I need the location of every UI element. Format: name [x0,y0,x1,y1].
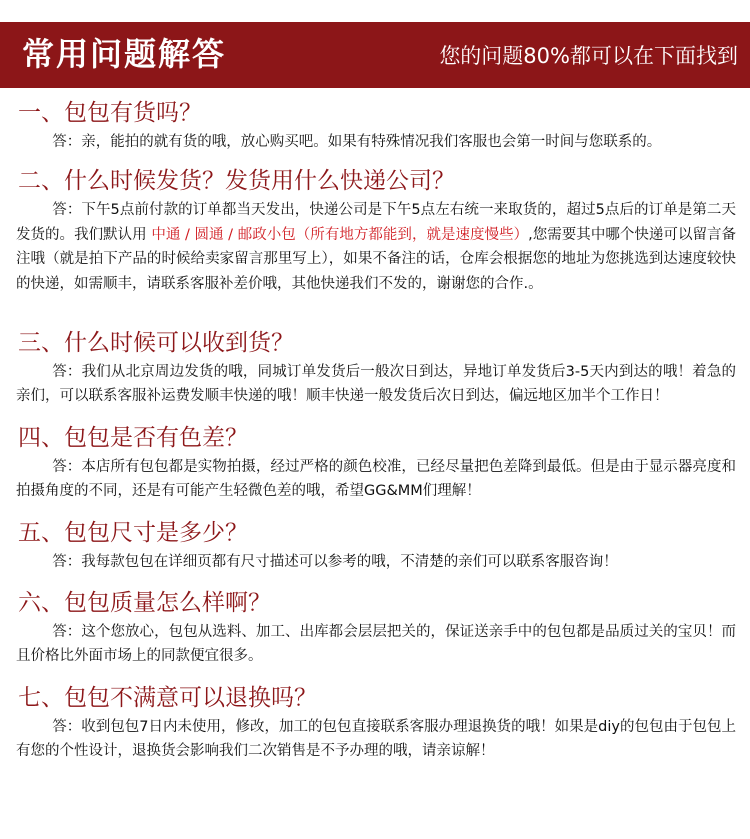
faq-answer [16,198,736,296]
faq-answer: 答：收到包包7日内未使用，修改，加工的包包直接联系客服办理退换货的哦！如果是diy的包包由于包包上有您的个性设计，退换货会影响我们二次销售是不予办理的哦，请亲谅解！ [16,718,736,760]
faq-item-5 [0,516,750,574]
header-subtitle: 您的问题80%都可以在下面找到 [439,44,738,68]
faq-question: 六、包包质量怎么样啊？ [18,590,271,617]
faq-answer: 答：本店所有包包都是实物拍摄，经过严格的颜色校准，已经尽量把色差降到最低。但是由于显示器亮度和拍摄角度的不同，还是有可能产生轻微色差的哦，希望GG&MM们理解！ [16,458,736,500]
faq-question: 四、包包是否有色差？ [18,424,248,451]
faq-item-7 [0,681,750,764]
faq-item-3 [0,326,750,409]
faq-item-4 [0,421,750,504]
faq-question: 三、什么时候可以收到货？ [18,330,294,357]
faq-answer: 答：我们从北京周边发货的哦，同城订单发货后一般次日到达，异地订单发货后3-5天内到达的哦！着急的亲们，可以联系客服补运费发顺丰快递的哦！顺丰快递一般发货后次日到达，偏远地区加半个工作日！ [16,364,736,405]
courier-highlight: 中通 / 圆通 / 邮政小包（所有地方都能到，就是速度慢些） [151,226,529,243]
faq-question: 七、包包不满意可以退换吗？ [18,684,317,711]
faq-item-2 [0,164,750,296]
faq-list [0,96,750,764]
faq-header-banner [0,22,750,88]
faq-item-6 [0,586,750,669]
faq-item-1 [0,96,750,154]
answer-text: 答：下午5点前付款的订单都当天发出，快递公司是下午5点左右统一来取货的，超过5点后的订单是第二天发货的。我们默认用 [16,202,736,243]
faq-question: 五、包包尺寸是多少？ [18,519,248,546]
faq-question: 二、什么时候发货？发货用什么快递公司？ [18,168,455,195]
header-title: 常用问题解答 [22,35,227,73]
faq-question: 一、包包有货吗？ [18,100,202,126]
answer-text: ,您需要其中哪个快递可以留言备注哦（就是拍下产品的时候给卖家留言那里写上），如果不备注的话，仓库会根据您的地址为您挑选到达速度较快的快递，如需顺丰，请联系客服补差价哦，其他快递我们不发的，谢谢您的合作.。 [16,226,737,292]
faq-answer: 答：亲，能拍的就有货的哦，放心购买吧。如果有特殊情况我们客服也会第一时间与您联系的。 [52,134,662,150]
faq-answer: 答：这个您放心，包包从选料、加工、出库都会层层把关的，保证送亲手中的包包都是品质过关的宝贝！而且价格比外面市场上的同款便宜很多。 [16,624,736,665]
faq-answer: 答：我每款包包在详细页都有尺寸描述可以参考的哦，不清楚的亲们可以联系客服咨询！ [52,553,618,570]
